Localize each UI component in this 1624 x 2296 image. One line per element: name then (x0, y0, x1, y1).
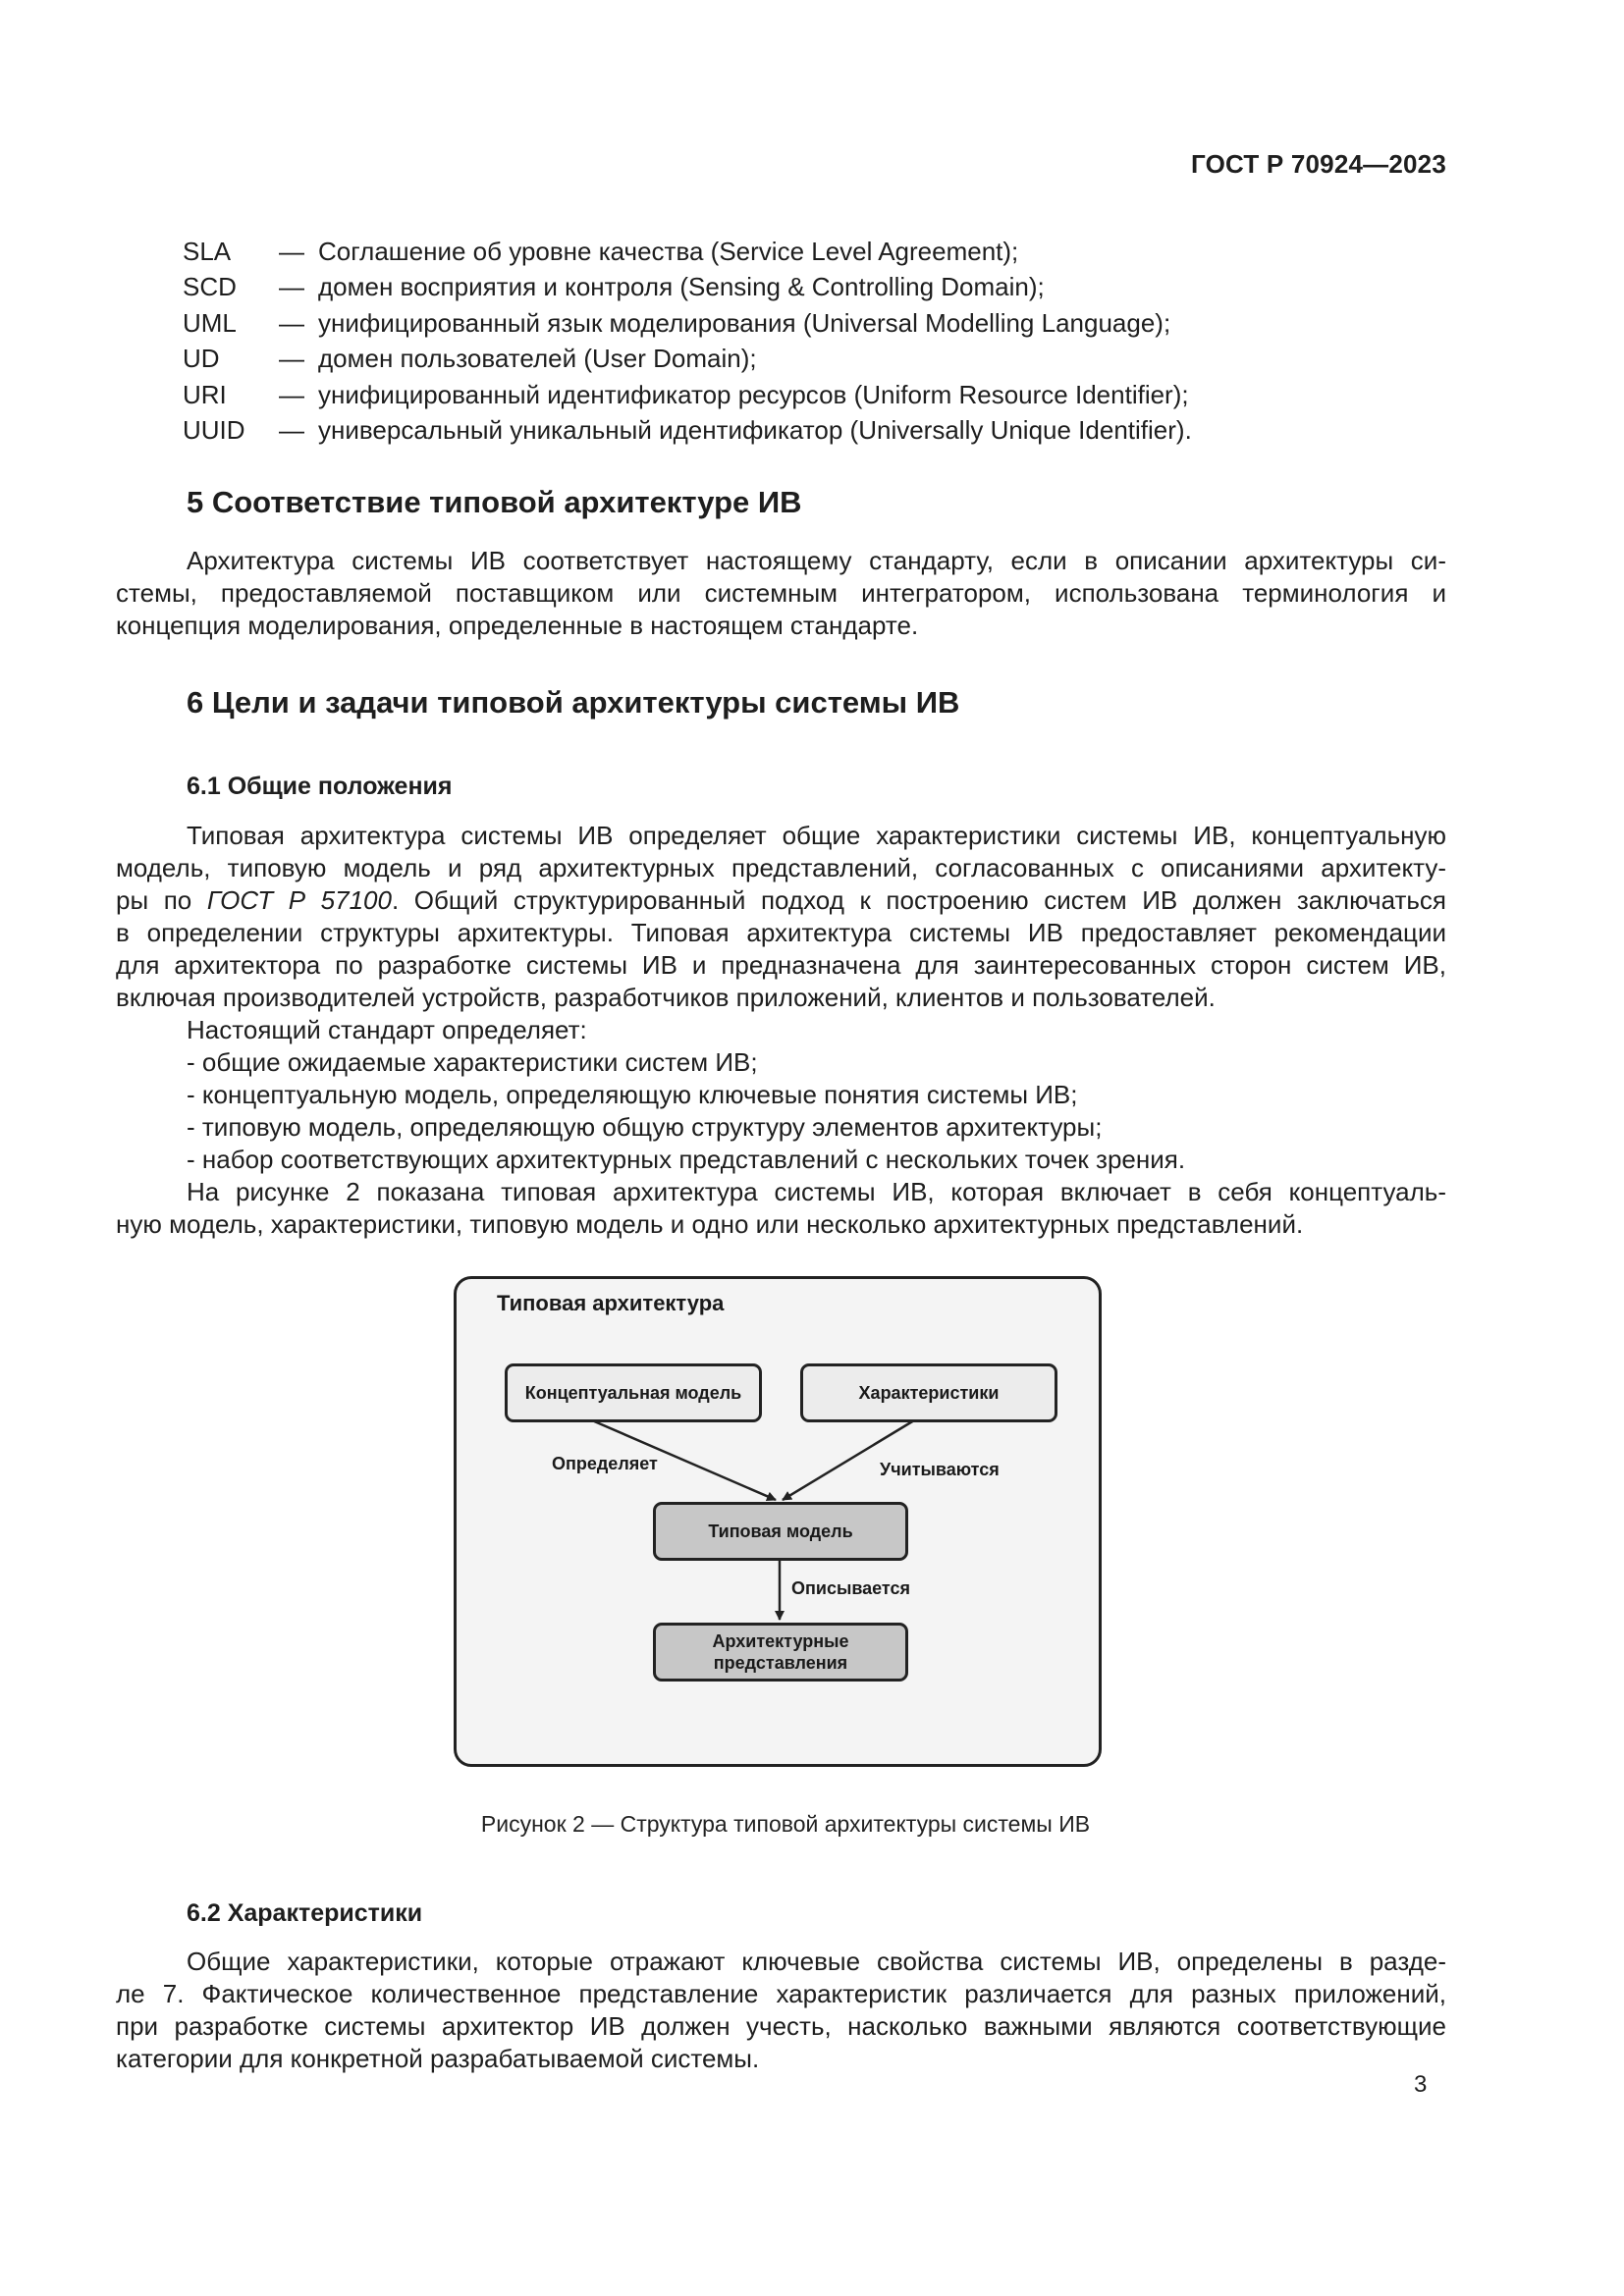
paragraph-line: включая производителей устройств, разработчиков приложений, клиентов и пользователей. (116, 983, 1216, 1012)
section-6-heading: 6 Цели и задачи типовой архитектуры системы ИВ (187, 685, 960, 720)
abbreviation-text: унифицированный идентификатор ресурсов (Uniform Resource Identifier); (318, 379, 1189, 409)
edge-label-defines: Определяет (552, 1454, 658, 1473)
paragraph-line: модель, типовую модель и ряд архитектурных представлений, согласованных с описаниями архитекту- (116, 853, 1446, 882)
figure-title: Типовая архитектура (497, 1291, 725, 1315)
paragraph-line: стемы, предоставляемой поставщиком или системным интегратором, использована терминология и (116, 578, 1446, 608)
node-characteristics: Характеристики (800, 1363, 1057, 1422)
subsection-6-2-heading: 6.2 Характеристики (187, 1899, 423, 1927)
abbreviation-key: UUID (183, 414, 245, 445)
list-item: - концептуальную модель, определяющую ключевые понятия системы ИВ; (187, 1080, 1078, 1109)
node-architectural-views: Архитектурные представления (653, 1623, 908, 1682)
standard-reference-link[interactable]: ГОСТ Р 57100 (206, 885, 392, 915)
abbreviation-text: универсальный уникальный идентификатор (Universally Unique Identifier). (318, 414, 1192, 445)
abbreviation-dash: — (279, 307, 304, 338)
edge-label-described: Описывается (791, 1578, 911, 1598)
section-5-heading: 5 Соответствие типовой архитектуре ИВ (187, 485, 802, 519)
paragraph-line: На рисунке 2 показана типовая архитектура системы ИВ, которая включает в себя концептуаль- (187, 1177, 1446, 1206)
abbreviation-text: домен восприятия и контроля (Sensing & Controlling Domain); (318, 272, 1045, 302)
abbreviation-dash: — (279, 237, 304, 266)
abbreviation-dash: — (279, 379, 304, 409)
paragraph-line: Архитектура системы ИВ соответствует настоящему стандарту, если в описании архитектуры си- (187, 546, 1446, 575)
paragraph-line: концепция моделирования, определенные в настоящем стандарте. (116, 611, 919, 640)
list-intro: Настоящий стандарт определяет: (187, 1015, 587, 1044)
paragraph-line: категории для конкретной разрабатываемой системы. (116, 2044, 760, 2073)
standard-code: ГОСТ Р 70924—2023 (1191, 149, 1446, 179)
abbreviation-key: UML (183, 307, 237, 338)
figure-caption: Рисунок 2 — Структура типовой архитектуры системы ИВ (480, 1811, 1091, 1837)
list-item: - набор соответствующих архитектурных представлений с нескольких точек зрения. (187, 1145, 1186, 1174)
abbreviation-text: Соглашение об уровне качества (Service Level Agreement); (318, 237, 1019, 266)
abbreviation-key: SLA (183, 237, 232, 266)
abbreviation-dash: — (279, 344, 304, 374)
abbreviation-key: SCD (183, 272, 237, 302)
paragraph-line: при разработке системы архитектор ИВ должен учесть, насколько важными являются соответствующие (116, 2011, 1446, 2041)
node-conceptual-model: Концептуальная модель (505, 1363, 762, 1422)
abbreviation-key: URI (183, 379, 227, 409)
subsection-6-2-paragraph (116, 1946, 1446, 2075)
abbreviation-text: унифицированный язык моделирования (Universal Modelling Language); (318, 307, 1171, 338)
edge-label-considered: Учитываются (880, 1460, 1000, 1479)
paragraph-line: ле 7. Фактическое количественное представление характеристик различается для разных приложений, (116, 1979, 1446, 2008)
abbreviation-text: домен пользователей (User Domain); (318, 344, 757, 374)
abbreviation-key: UD (183, 344, 220, 374)
paragraph-line: ную модель, характеристики, типовую модель и одно или несколько архитектурных представлений. (116, 1209, 1304, 1239)
node-typical-model: Типовая модель (653, 1502, 908, 1561)
subsection-6-1-heading: 6.1 Общие положения (187, 773, 453, 800)
list-item: - общие ожидаемые характеристики систем ИВ; (187, 1047, 758, 1077)
paragraph-text: ры по (116, 885, 207, 915)
page-number: 3 (1414, 2071, 1428, 2098)
abbreviation-dash: — (279, 414, 304, 445)
paragraph-text: . Общий структурированный подход к построению систем ИВ должен заключаться (391, 885, 1446, 915)
paragraph-line: для архитектора по разработке системы ИВ и предназначена для заинтересованных сторон систем ИВ, (116, 950, 1446, 980)
paragraph-line: Типовая архитектура системы ИВ определяет общие характеристики системы ИВ, концептуальную (187, 821, 1446, 850)
list-item: - типовую модель, определяющую общую структуру элементов архитектуры; (187, 1112, 1103, 1142)
paragraph-line: Общие характеристики, которые отражают ключевые свойства системы ИВ, определены в разде- (187, 1947, 1446, 1976)
paragraph-line: в определении структуры архитектуры. Типовая архитектура системы ИВ предоставляет рекомендации (116, 918, 1446, 947)
abbreviation-dash: — (279, 272, 304, 302)
